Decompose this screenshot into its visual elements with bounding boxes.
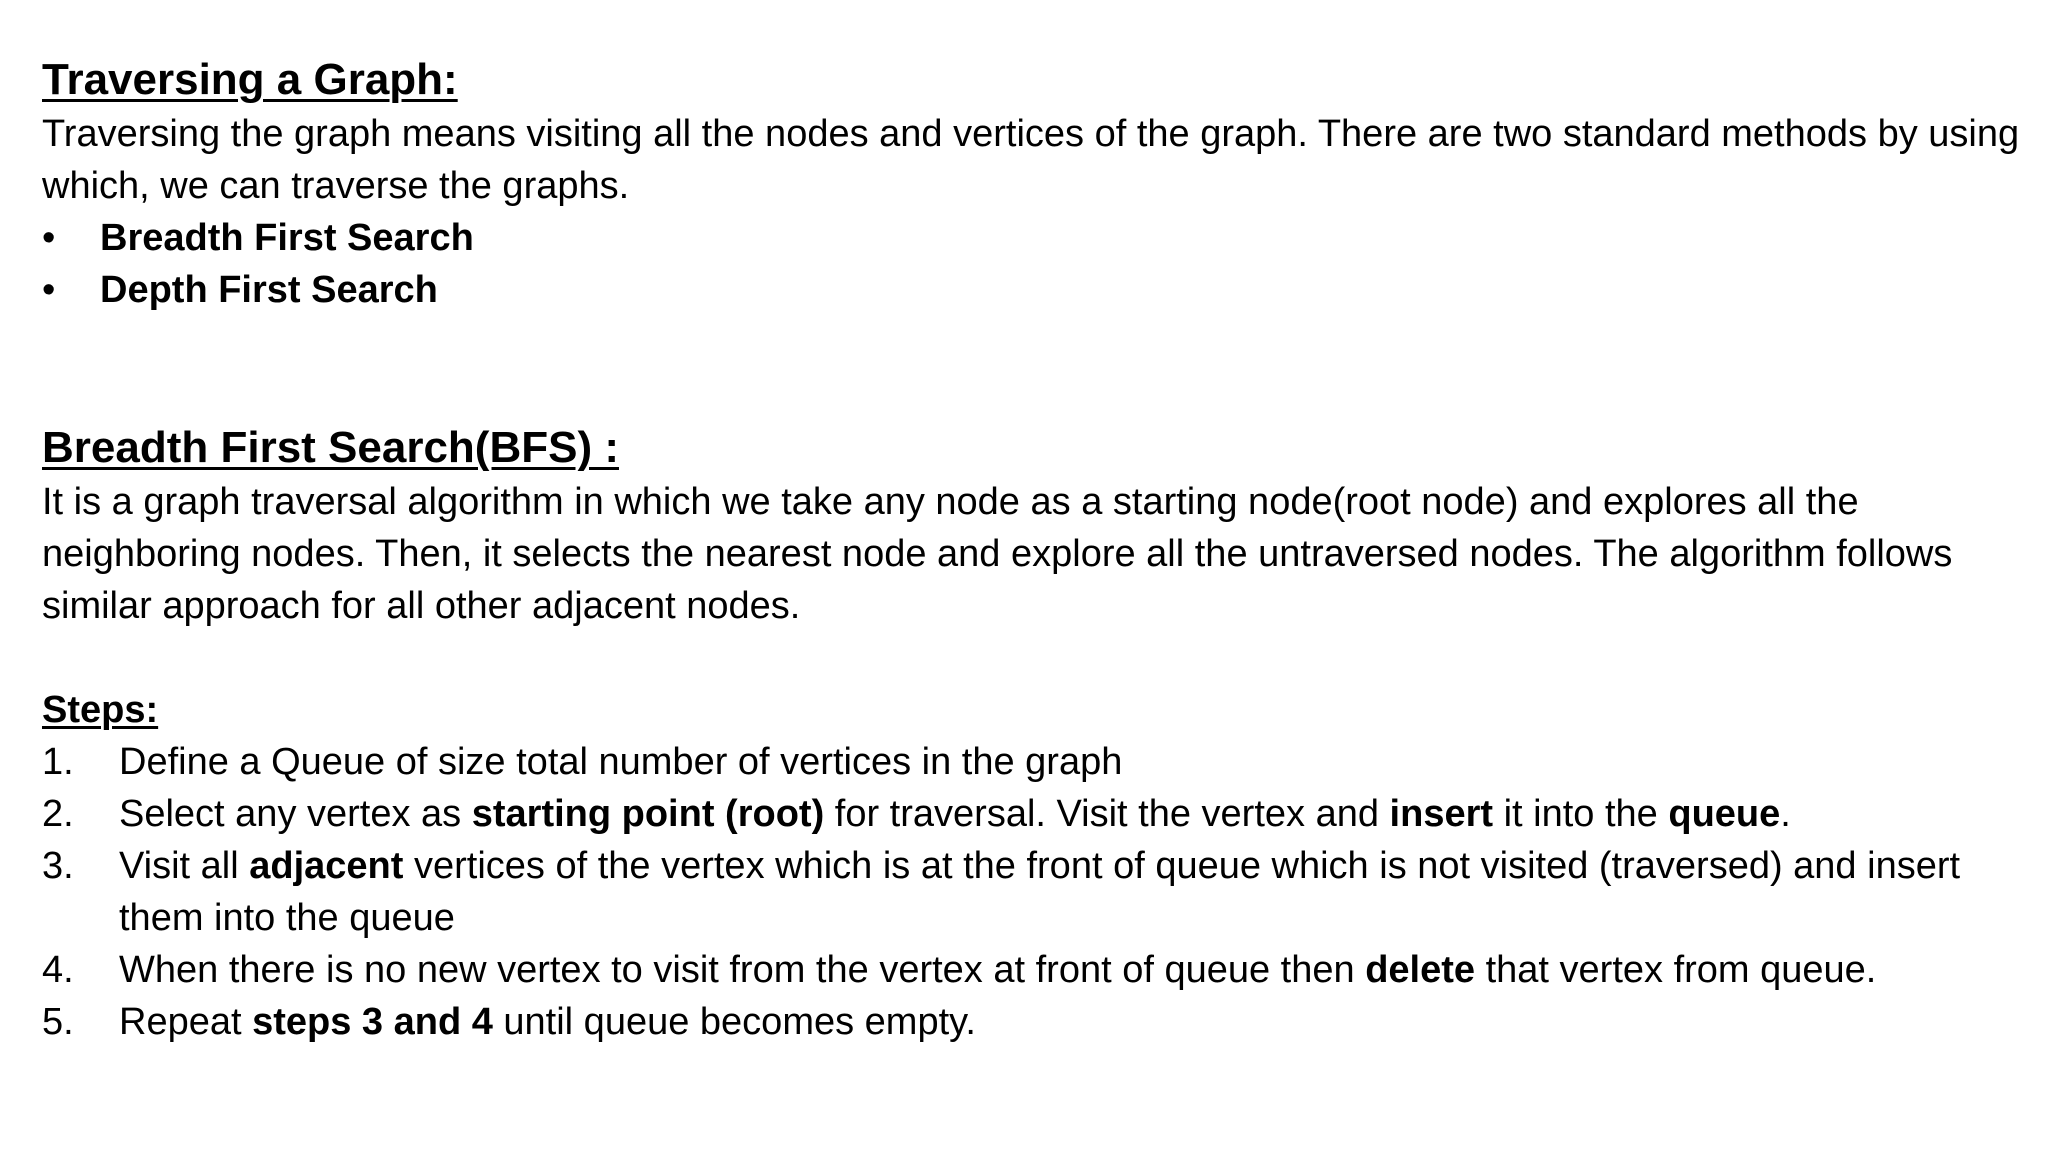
step-text: for traversal. Visit the vertex and [824, 793, 1390, 835]
bfs-paragraph: It is a graph traversal algorithm in which we take any node as a starting node(root node) and explores all the neighboring nodes. Then, it selects the nearest node and explore all the untraversed nodes. The algorithm follows similar approach for all other adjacent nodes. [42, 481, 1953, 627]
step-item [42, 840, 2022, 944]
step-number: 1. [42, 741, 74, 783]
step-keyword: insert [1389, 793, 1494, 835]
section-heading-traversing: Traversing a Graph: [42, 55, 458, 104]
step-item [42, 736, 2022, 788]
step-keyword: adjacent [249, 845, 404, 887]
step-item [42, 788, 2022, 840]
step-text: until queue becomes empty. [492, 1001, 976, 1043]
step-keyword: queue [1668, 793, 1781, 835]
slide-content [42, 52, 2022, 1048]
method-label: Depth First Search [100, 269, 438, 311]
step-text: Visit all [119, 845, 250, 887]
step-text: Repeat [119, 1001, 253, 1043]
step-text: it into the [1493, 793, 1669, 835]
step-number: 4. [42, 949, 74, 991]
step-keyword: delete [1365, 949, 1476, 991]
step-number: 3. [42, 845, 74, 887]
step-item [42, 996, 2022, 1048]
step-text: that vertex from queue. [1475, 949, 1877, 991]
step-text: Define a Queue of size total number of vertices in the graph [119, 741, 1123, 783]
spacer [42, 632, 2022, 684]
list-item [42, 264, 2022, 316]
steps-list [42, 736, 2022, 1048]
step-text: When there is no new vertex to visit from the vertex at front of queue then [119, 949, 1366, 991]
method-list [42, 212, 2022, 316]
step-item [42, 944, 2022, 996]
traversal-paragraph: Traversing the graph means visiting all the nodes and vertices of the graph. There are two standard methods by using which, we can traverse the graphs. [42, 113, 2020, 207]
step-number: 2. [42, 793, 74, 835]
method-label: Breadth First Search [100, 217, 474, 259]
step-text: . [1780, 793, 1791, 835]
bullet-icon: • [42, 269, 56, 311]
section-heading-bfs: Breadth First Search(BFS) : [42, 423, 619, 472]
step-keyword: steps 3 and 4 [252, 1001, 493, 1043]
steps-heading: Steps: [42, 689, 159, 731]
step-text: vertices of the vertex which is at the front of queue which is not visited (traversed) and insert them into the queue [119, 845, 1961, 939]
step-keyword: starting point (root) [471, 793, 825, 835]
bullet-icon: • [42, 217, 56, 259]
list-item [42, 212, 2022, 264]
step-text: Select any vertex as [119, 793, 472, 835]
spacer [42, 316, 2022, 420]
step-number: 5. [42, 1001, 74, 1043]
